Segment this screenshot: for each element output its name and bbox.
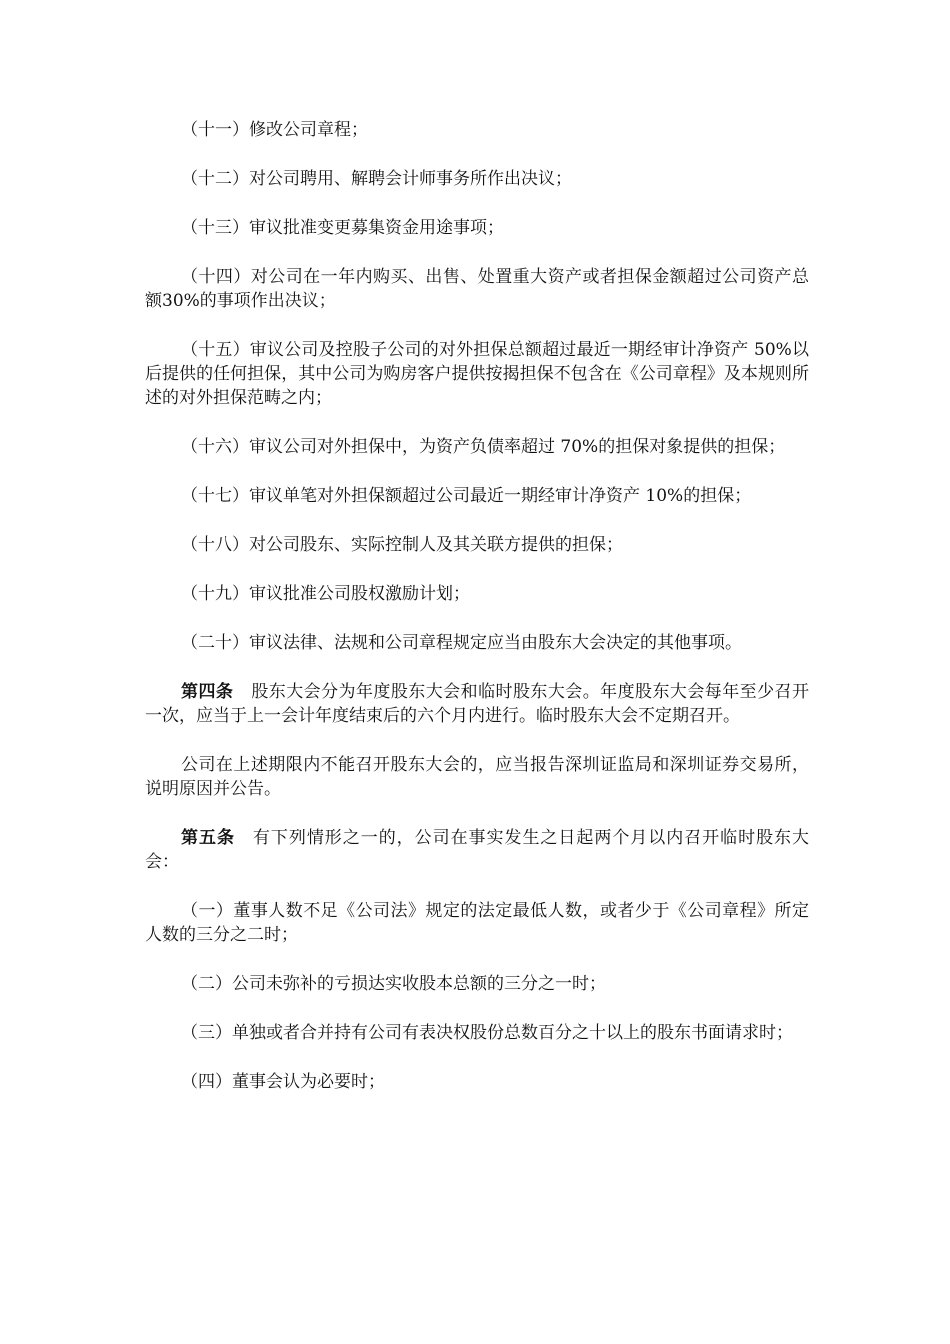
paragraph-text: 有下列情形之一的，公司在事实发生之日起两个月以内召开临时股东大会： — [145, 828, 810, 872]
clause-paragraph — [145, 118, 809, 142]
paragraph-text: （十二）对公司聘用、解聘会计师事务所作出决议； — [181, 169, 572, 189]
paragraph-text: （二十）审议法律、法规和公司章程规定应当由股东大会决定的其他事项。 — [181, 633, 742, 653]
article-number: 第五条 — [181, 828, 235, 848]
article-paragraph — [145, 680, 809, 728]
paragraph-text: （十六）审议公司对外担保中，为资产负债率超过 70%的担保对象提供的担保； — [181, 437, 786, 457]
clause-paragraph — [145, 338, 809, 410]
paragraph-text: （四）董事会认为必要时； — [181, 1072, 385, 1092]
document-body — [145, 118, 809, 1119]
paragraph-text: （一）董事人数不足《公司法》规定的法定最低人数，或者少于《公司章程》所定人数的三分之二时； — [145, 901, 809, 945]
clause-paragraph — [145, 216, 809, 240]
article-number: 第四条 — [181, 682, 234, 702]
paragraph-text: （十四）对公司在一年内购买、出售、处置重大资产或者担保金额超过公司资产总额30%的事项作出决议； — [145, 267, 809, 311]
paragraph-text: （十三）审议批准变更募集资金用途事项； — [181, 218, 504, 238]
clause-paragraph — [145, 167, 809, 191]
paragraph-text: （二）公司未弥补的亏损达实收股本总额的三分之一时； — [181, 974, 606, 994]
clause-paragraph — [145, 582, 809, 606]
paragraph-text: （十七）审议单笔对外担保额超过公司最近一期经审计净资产 10%的担保； — [181, 486, 752, 506]
clause-paragraph — [145, 435, 809, 459]
paragraph-text: 股东大会分为年度股东大会和临时股东大会。年度股东大会每年至少召开一次，应当于上一会计年度结束后的六个月内进行。临时股东大会不定期召开。 — [145, 682, 810, 726]
clause-paragraph — [145, 484, 809, 508]
clause-paragraph — [145, 631, 809, 655]
clause-paragraph — [145, 899, 809, 947]
paragraph-text: （十九）审议批准公司股权激励计划； — [181, 584, 470, 604]
clause-paragraph — [145, 972, 809, 996]
article-paragraph — [145, 826, 809, 874]
clause-paragraph — [145, 265, 809, 313]
clause-paragraph — [145, 1070, 809, 1094]
clause-paragraph — [145, 1021, 809, 1045]
clause-paragraph — [145, 753, 809, 801]
paragraph-text: （十五）审议公司及控股子公司的对外担保总额超过最近一期经审计净资产 50%以后提供的任何担保，其中公司为购房客户提供按揭担保不包含在《公司章程》及本规则所述的对外担保范畴之内； — [145, 340, 809, 408]
clause-paragraph — [145, 533, 809, 557]
paragraph-text: （十一）修改公司章程； — [181, 120, 368, 140]
paragraph-text: （十八）对公司股东、实际控制人及其关联方提供的担保； — [181, 535, 623, 555]
paragraph-text: （三）单独或者合并持有公司有表决权股份总数百分之十以上的股东书面请求时； — [181, 1023, 793, 1043]
paragraph-text: 公司在上述期限内不能召开股东大会的，应当报告深圳证监局和深圳证券交易所，说明原因并公告。 — [145, 755, 809, 799]
